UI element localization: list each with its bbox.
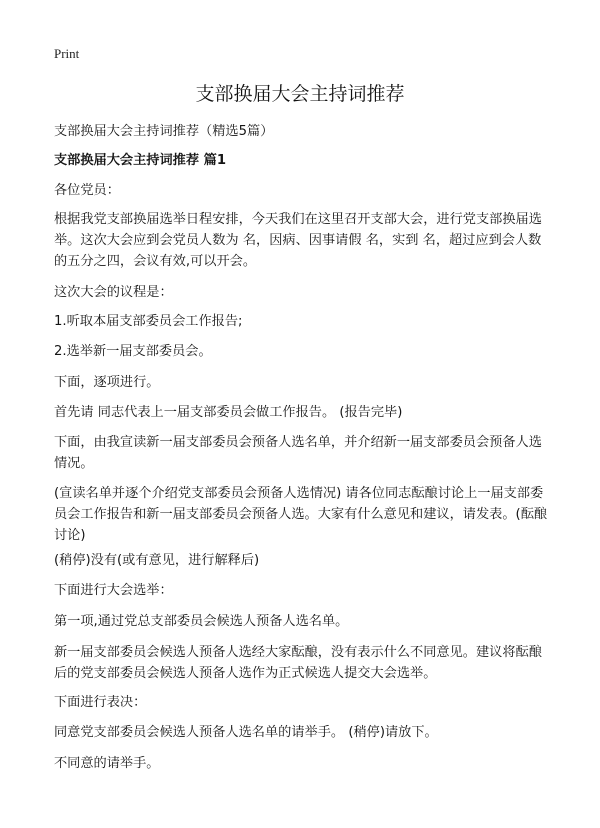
paragraph-vote-disagree: 不同意的请举手。 [54, 756, 160, 771]
paragraph-election: 下面进行大会选举： [54, 583, 173, 598]
paragraph-item-one: 第一项,通过党总支部委员会候选人预备人选名单。 [54, 614, 349, 629]
paragraph-discussion: (宣读名单并逐个介绍党支部委员会预备人选情况) 请各位同志酝酿讨论上一届支部委员会工作报告和新一届支部委员会预备人选。大家有什么意见和建议，请发表。(酝酿讨论) [54, 486, 548, 543]
paragraph-report: 首先请 同志代表上一届支部委员会做工作报告。 (报告完毕) [54, 405, 403, 420]
document-title: 支部换届大会主持词推荐 [195, 83, 405, 105]
paragraph-proceed: 下面，逐项进行。 [54, 375, 160, 390]
paragraph-vote-agree: 同意党支部委员会候选人预备人选名单的请举手。 (稍停)请放下。 [54, 725, 438, 740]
paragraph-proposal: 新一届支部委员会候选人预备人选经大家酝酿，没有表示什么不同意见。建议将酝酿后的党支部委员会候选人预备人选作为正式候选人提交大会选举。 [54, 645, 542, 681]
paragraph-agenda-item-2: 2.选举新一届支部委员会。 [54, 344, 212, 359]
section-heading: 支部换届大会主持词推荐 篇1 [54, 153, 227, 168]
subtitle: 支部换届大会主持词推荐（精选5篇） [54, 124, 274, 139]
paragraph-agenda-item-1: 1.听取本届支部委员会工作报告; [54, 314, 243, 329]
paragraph-vote-lead: 下面进行表决： [54, 695, 147, 710]
paragraph-salutation: 各位党员： [54, 183, 120, 198]
paragraph-pause: (稍停)没有(或有意见，进行解释后) [54, 553, 260, 568]
paragraph-agenda-lead: 这次大会的议程是： [54, 285, 173, 300]
paragraph-candidates: 下面，由我宣读新一届支部委员会预备人选名单，并介绍新一届支部委员会预备人选情况。 [54, 435, 542, 471]
paragraph-intro: 根据我党支部换届选举日程安排，今天我们在这里召开支部大会，进行党支部换届选举。这次大会应到会党员人数为 名，因病、因事请假 名，实到 名，超过应到会人数的五分之四，会议有效,可以开会。 [54, 212, 542, 269]
print-label: Print [54, 46, 80, 61]
